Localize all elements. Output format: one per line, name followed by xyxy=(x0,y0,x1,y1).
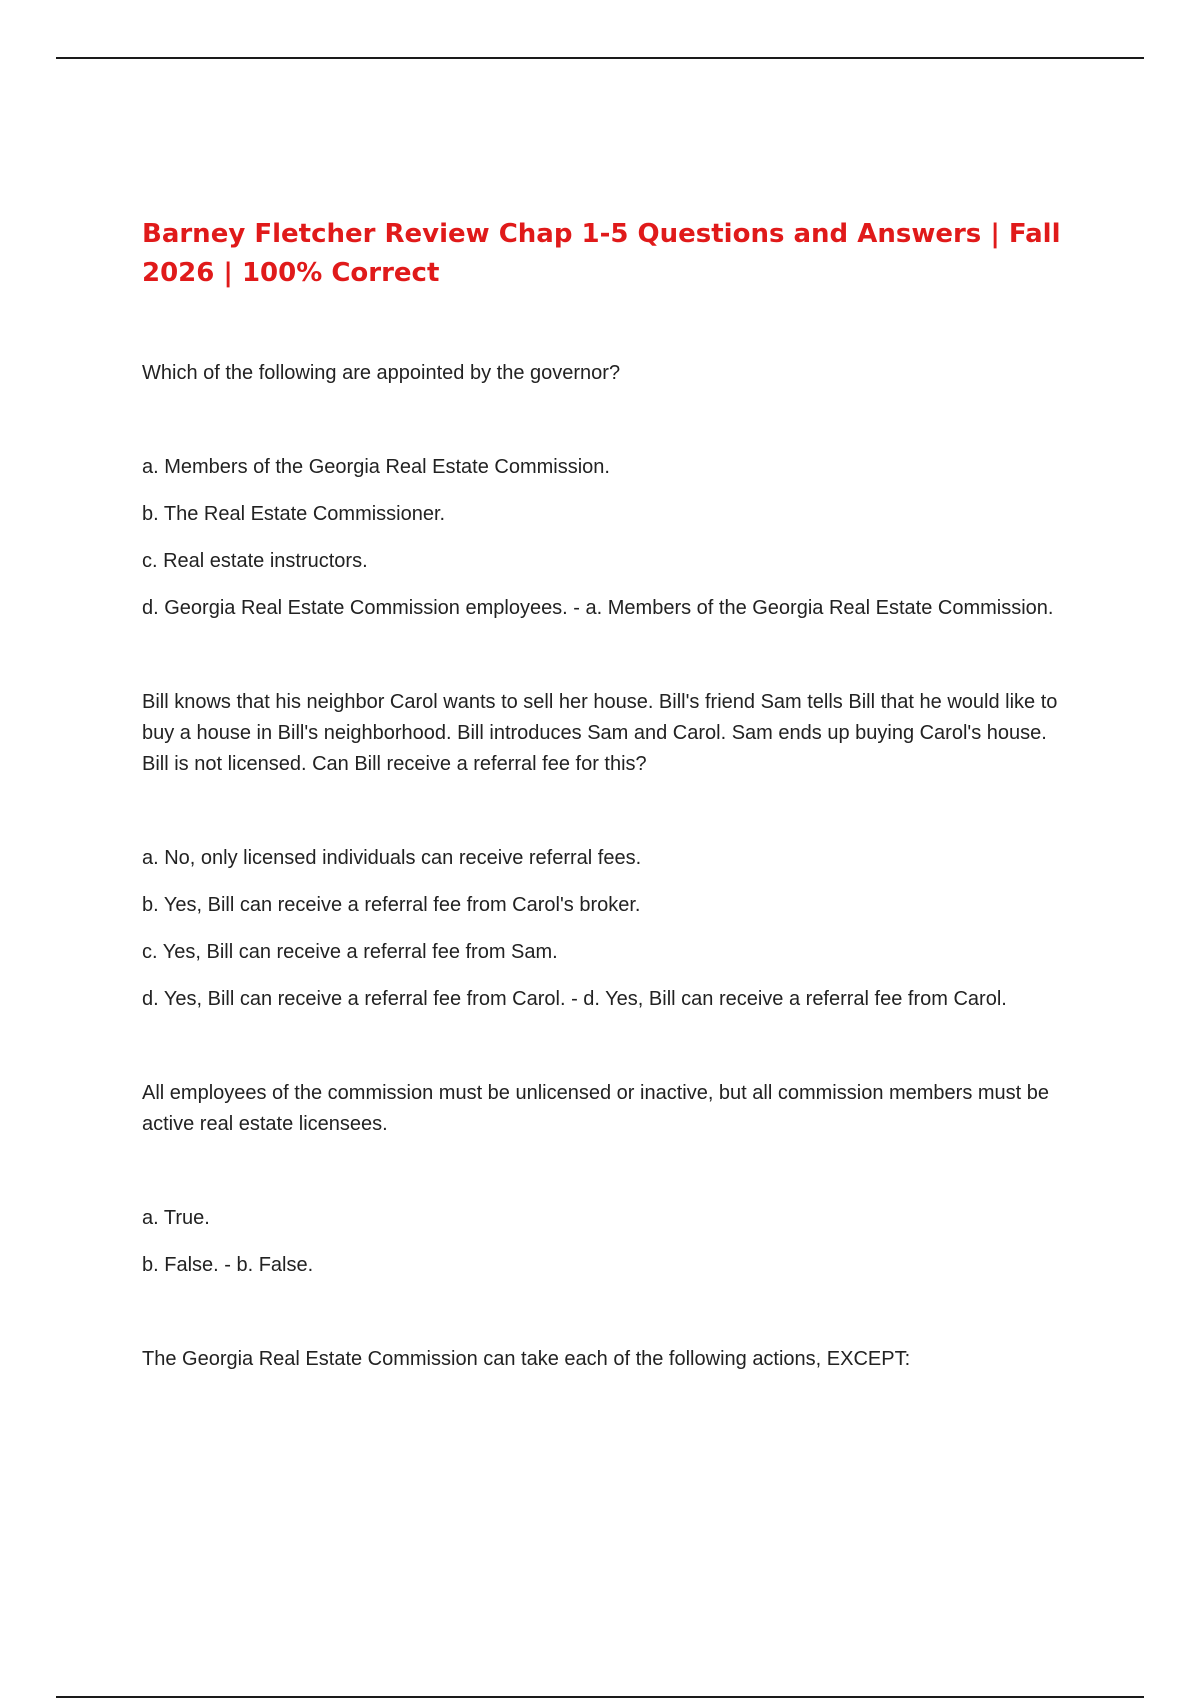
page-footer-rule xyxy=(56,1696,1144,1698)
answer-options xyxy=(142,452,1062,624)
answer-option-with-answer: d. Georgia Real Estate Commission employees. - a. Members of the Georgia Real Estate Commission. xyxy=(142,597,1054,619)
document-body xyxy=(142,215,1062,1375)
answer-option: c. Real estate instructors. xyxy=(142,550,368,572)
answer-option: a. No, only licensed individuals can receive referral fees. xyxy=(142,847,642,869)
question-text: The Georgia Real Estate Commission can take each of the following actions, EXCEPT: xyxy=(142,1348,911,1370)
document-title: Barney Fletcher Review Chap 1-5 Questions and Answers | Fall 2026 | 100% Correct xyxy=(142,219,1061,288)
answer-option-with-answer: b. False. - b. False. xyxy=(142,1254,314,1276)
answer-option: a. True. xyxy=(142,1207,210,1229)
answer-option: b. Yes, Bill can receive a referral fee from Carol's broker. xyxy=(142,894,641,916)
answer-option: c. Yes, Bill can receive a referral fee from Sam. xyxy=(142,941,558,963)
question-block xyxy=(142,358,1062,624)
answer-option: a. Members of the Georgia Real Estate Commission. xyxy=(142,456,610,478)
answer-option: b. The Real Estate Commissioner. xyxy=(142,503,446,525)
question-text: All employees of the commission must be unlicensed or inactive, but all commission members must be active real estate licensees. xyxy=(142,1082,1050,1135)
answer-options xyxy=(142,843,1062,1015)
question-text: Which of the following are appointed by the governor? xyxy=(142,362,621,384)
question-block xyxy=(142,687,1062,1015)
answer-options xyxy=(142,1203,1062,1281)
question-block xyxy=(142,1344,1062,1375)
answer-option-with-answer: d. Yes, Bill can receive a referral fee from Carol. - d. Yes, Bill can receive a referral fee from Carol. xyxy=(142,988,1007,1010)
question-block xyxy=(142,1078,1062,1281)
page-header-rule xyxy=(56,57,1144,59)
question-text: Bill knows that his neighbor Carol wants to sell her house. Bill's friend Sam tells Bill that he would like to buy a house in Bill's neighborhood. Bill introduces Sam and Carol. Sam ends up buying Carol's house. Bill is not licensed. Can Bill receive a referral fee for this? xyxy=(142,691,1058,775)
